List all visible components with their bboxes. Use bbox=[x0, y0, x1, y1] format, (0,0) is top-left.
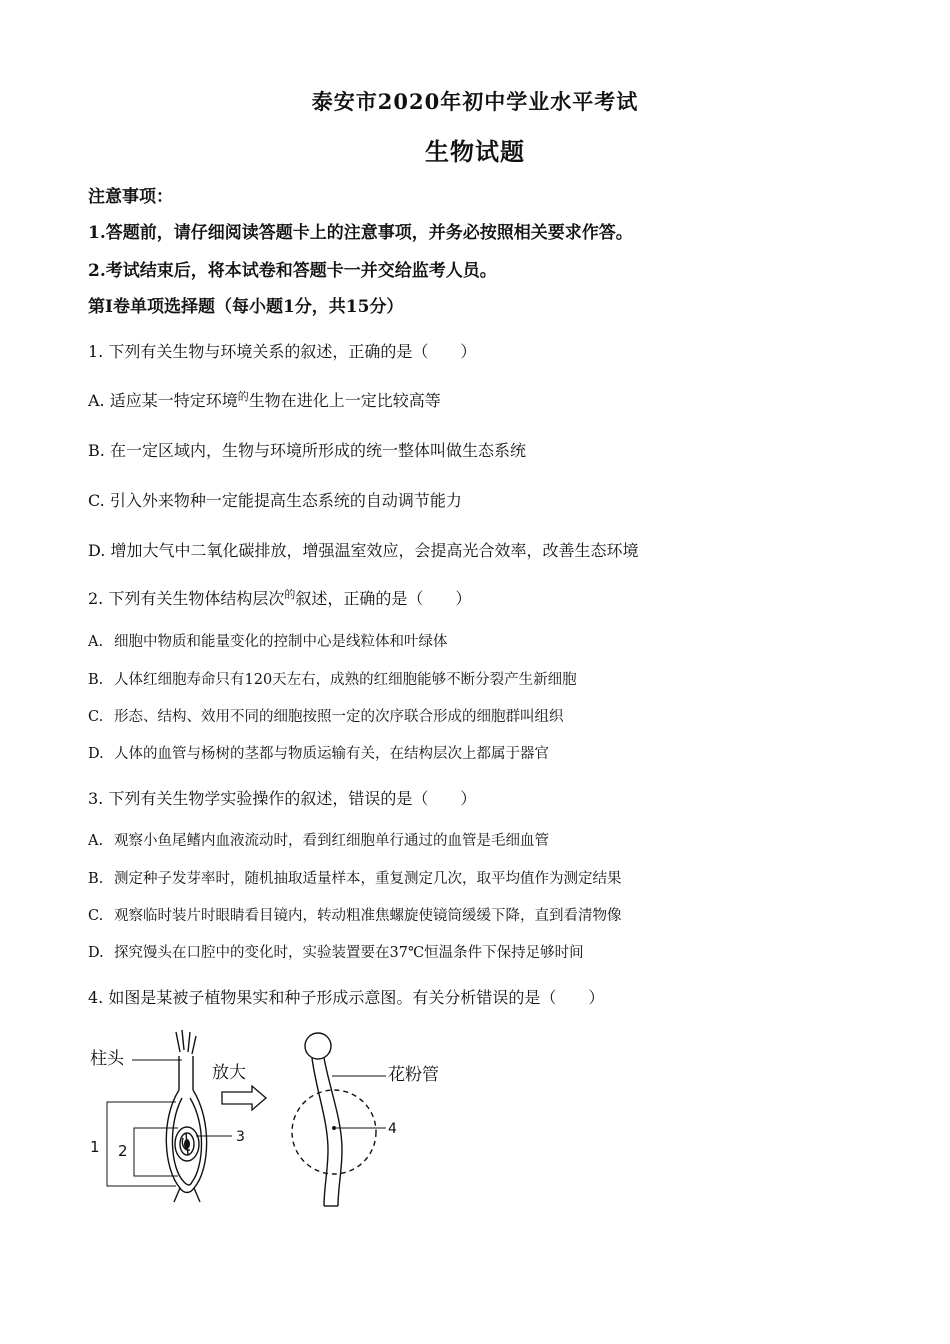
fruit-seed-formation-figure bbox=[80, 1020, 480, 1220]
option-label: B. bbox=[88, 672, 104, 688]
question-1-option-b bbox=[88, 438, 526, 461]
sperm-dot bbox=[332, 1126, 336, 1130]
question-1-option-c bbox=[88, 488, 462, 511]
option-text: 测定种子发芽率时，随机抽取适量样本，重复测定几次，取平均值作为测定结果 bbox=[114, 871, 622, 887]
question-3-option-b bbox=[88, 867, 622, 888]
question-2-option-c bbox=[88, 705, 564, 726]
question-1-option-a bbox=[88, 388, 441, 411]
stem-text-part: 2. 下列有关生物体结构层次 bbox=[88, 589, 285, 608]
stigma-label: 柱头 bbox=[90, 1049, 124, 1069]
question-3-option-d bbox=[88, 941, 584, 962]
option-text: 增加大气中二氧化碳排放，增强温室效应，会提高光合效率，改善生态环境 bbox=[110, 541, 639, 560]
option-label: C. bbox=[88, 709, 104, 725]
option-label: B. bbox=[88, 441, 110, 460]
option-label: D. bbox=[88, 945, 104, 961]
label-number-4: 4 bbox=[388, 1121, 397, 1137]
stem-superscript: 的 bbox=[284, 588, 296, 601]
question-2-option-b bbox=[88, 668, 577, 689]
question-1-stem: 1. 下列有关生物与环境关系的叙述，正确的是（ ） bbox=[88, 342, 477, 361]
question-3-option-c bbox=[88, 904, 622, 925]
question-2-option-a bbox=[88, 630, 448, 651]
option-text: 探究馒头在口腔中的变化时，实验装置要在37℃恒温条件下保持足够时间 bbox=[114, 945, 584, 961]
question-2-stem bbox=[88, 586, 471, 609]
option-text: 观察小鱼尾鳍内血液流动时，看到红细胞单行通过的血管是毛细血管 bbox=[114, 833, 549, 849]
question-3-option-a bbox=[88, 829, 549, 850]
option-label: D. bbox=[88, 541, 111, 560]
enlarge-arrow-icon bbox=[222, 1086, 266, 1110]
pistil-fill-shading bbox=[184, 1139, 190, 1149]
question-2-option-d bbox=[88, 742, 549, 763]
option-text: 人体红细胞寿命只有120天左右，成熟的红细胞能够不断分裂产生新细胞 bbox=[114, 672, 577, 688]
enlarge-label: 放大 bbox=[212, 1063, 246, 1083]
pollen-tube-diagram bbox=[292, 1033, 376, 1206]
stem-text-part: 叙述，正确的是（ ） bbox=[295, 589, 472, 608]
notice-item-2: 2.考试结束后，将本试卷和答题卡一并交给监考人员。 bbox=[88, 261, 497, 281]
right-label-lines bbox=[332, 1076, 386, 1128]
label-number-1: 1 bbox=[90, 1138, 100, 1156]
option-text: 形态、结构、效用不同的细胞按照一定的次序联合形成的细胞群叫组织 bbox=[114, 709, 564, 725]
option-label: C. bbox=[88, 908, 104, 924]
option-text: 人体的血管与杨树的茎都与物质运输有关，在结构层次上都属于器官 bbox=[114, 746, 549, 762]
option-label: B. bbox=[88, 871, 104, 887]
exam-title: 泰安市2020年初中学业水平考试 bbox=[311, 89, 639, 114]
option-label: A. bbox=[88, 833, 104, 849]
option-label: A. bbox=[88, 391, 110, 410]
question-1-option-d bbox=[88, 538, 638, 561]
option-text: 细胞中物质和能量变化的控制中心是线粒体和叶绿体 bbox=[114, 634, 448, 650]
option-text-part: 生物在进化上一定比较高等 bbox=[248, 391, 441, 410]
option-text: 引入外来物种一定能提高生态系统的自动调节能力 bbox=[109, 491, 462, 510]
question-4-stem: 4. 如图是某被子植物果实和种子形成示意图。有关分析错误的是（ ） bbox=[88, 988, 605, 1007]
option-text-part: 适应某一特定环境 bbox=[109, 391, 238, 410]
pollen-tube-label: 花粉管 bbox=[388, 1065, 439, 1085]
option-text: 观察临时装片时眼睛看目镜内，转动粗准焦螺旋使镜筒缓缓下降，直到看清物像 bbox=[114, 908, 622, 924]
label-number-3: 3 bbox=[236, 1129, 245, 1145]
option-label: D. bbox=[88, 746, 104, 762]
notice-heading: 注意事项： bbox=[88, 187, 173, 207]
option-text: 在一定区域内，生物与环境所形成的统一整体叫做生态系统 bbox=[109, 441, 526, 460]
option-superscript: 的 bbox=[237, 390, 249, 403]
option-label: A. bbox=[88, 634, 104, 650]
question-3-stem: 3. 下列有关生物学实验操作的叙述，错误的是（ ） bbox=[88, 789, 477, 808]
exam-subtitle: 生物试题 bbox=[425, 137, 525, 166]
notice-item-1: 1.答题前，请仔细阅读答题卡上的注意事项，并务必按照相关要求作答。 bbox=[88, 223, 633, 243]
section-title: 第Ⅰ卷单项选择题（每小题1分，共15分） bbox=[88, 297, 404, 317]
option-label: C. bbox=[88, 491, 110, 510]
label-number-2: 2 bbox=[118, 1142, 128, 1160]
